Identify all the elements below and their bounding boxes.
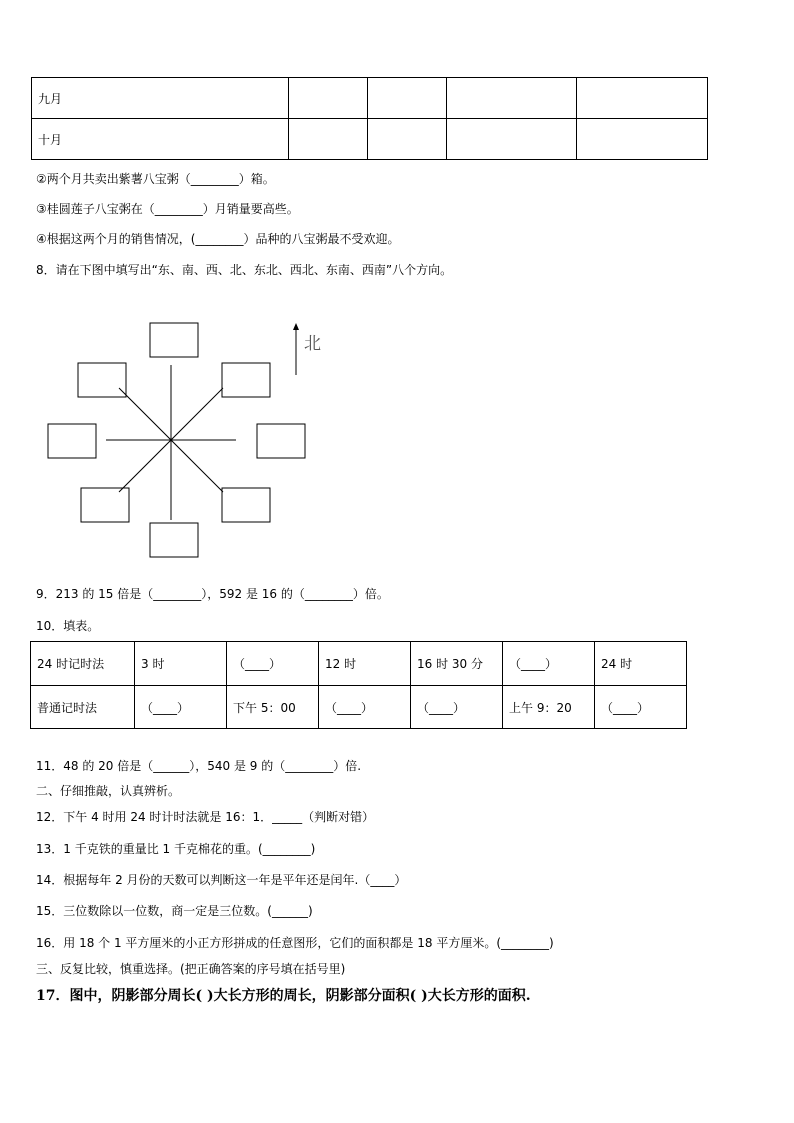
table-cell: 下午 5：00: [227, 686, 319, 729]
table-cell: 3 时: [135, 642, 227, 686]
table-cell[interactable]: [368, 78, 447, 119]
q16-text: 16．用 18 个 1 平方厘米的小正方形拼成的任意图形，它们的面积都是 18 平方厘米。(________): [36, 936, 554, 950]
box-northwest: [78, 363, 126, 397]
table-cell[interactable]: [577, 78, 708, 119]
table-cell[interactable]: （____）: [595, 686, 687, 729]
table-cell[interactable]: [368, 119, 447, 160]
table-cell[interactable]: [289, 78, 368, 119]
q17-text: 17．图中，阴影部分周长( )大长方形的周长，阴影部分面积( )大长方形的面积.: [36, 988, 531, 1004]
q11-text: 11．48 的 20 倍是（______），540 是 9 的（________）倍.: [36, 759, 362, 773]
q13-text: 13．1 千克铁的重量比 1 千克棉花的重。(________): [36, 842, 316, 856]
table-row: [32, 78, 708, 119]
box-east: [257, 424, 305, 458]
table-cell: 上午 9：20: [503, 686, 595, 729]
box-southwest: [81, 488, 129, 522]
table-cell[interactable]: （____）: [227, 642, 319, 686]
q15-text: 15．三位数除以一位数，商一定是三位数。(______): [36, 904, 313, 918]
q8-text: 8．请在下图中填写出“东、南、西、北、东北、西北、东南、西南”八个方向。: [36, 263, 453, 277]
table-cell[interactable]: [447, 78, 577, 119]
box-southeast: [222, 488, 270, 522]
box-west: [48, 424, 96, 458]
north-label: 北: [304, 334, 321, 354]
table-cell: 12 时: [319, 642, 411, 686]
row-label-october: 十月: [32, 119, 289, 160]
q14-text: 14．根据每年 2 月份的天数可以判断这一年是平年还是闰年.（____）: [36, 873, 407, 887]
box-south: [150, 523, 198, 557]
section2-heading: 二、仔细推敲，认真辨析。: [36, 784, 181, 798]
q10-title: 10．填表。: [36, 619, 100, 633]
compass-diagram: [40, 310, 340, 570]
table-cell: 24 时: [595, 642, 687, 686]
table-row: [31, 686, 687, 729]
table-cell: 24 时记时法: [31, 642, 135, 686]
table-cell[interactable]: （____）: [503, 642, 595, 686]
q12-text: 12．下午 4 时用 24 时计时法就是 16：1．_____（判断对错）: [36, 810, 375, 824]
q9-text: 9．213 的 15 倍是（________），592 是 16 的（________）倍。: [36, 587, 389, 601]
table-cell: 16 时 30 分: [411, 642, 503, 686]
q7-sub4: ④根据这两个月的销售情况，(________）品种的八宝粥最不受欢迎。: [36, 232, 400, 246]
box-north: [150, 323, 198, 357]
section3-heading: 三、反复比较，慎重选择。(把正确答案的序号填在括号里): [36, 962, 346, 976]
box-northeast: [222, 363, 270, 397]
north-arrow-head: [293, 323, 299, 330]
time-table: [30, 641, 687, 729]
table-cell[interactable]: [289, 119, 368, 160]
table-row: [32, 119, 708, 160]
table-cell[interactable]: [577, 119, 708, 160]
q7-sub2: ②两个月共卖出紫薯八宝粥（________）箱。: [36, 172, 275, 186]
table-cell: 普通记时法: [31, 686, 135, 729]
table-cell[interactable]: （____）: [135, 686, 227, 729]
table-cell[interactable]: （____）: [319, 686, 411, 729]
table-cell[interactable]: [447, 119, 577, 160]
q7-sub3: ③桂圆莲子八宝粥在（________）月销量要高些。: [36, 202, 299, 216]
table-row: [31, 642, 687, 686]
sales-table: [31, 77, 708, 160]
row-label-september: 九月: [32, 78, 289, 119]
table-cell[interactable]: （____）: [411, 686, 503, 729]
